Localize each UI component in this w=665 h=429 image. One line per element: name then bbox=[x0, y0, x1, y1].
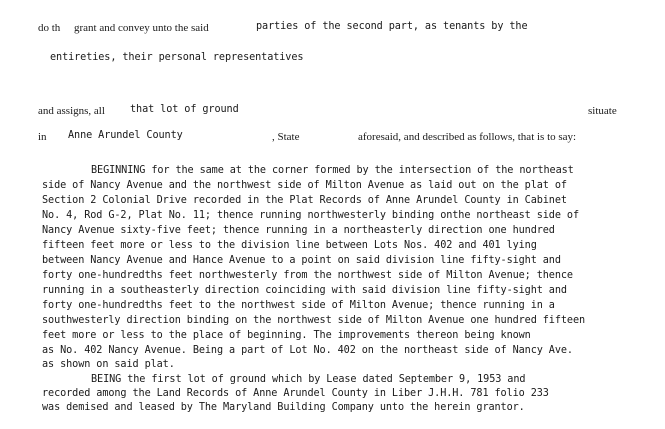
description-line-11: southwesterly direction binding on the northwest side of Milton Avenue one hundred fifteen bbox=[42, 315, 586, 326]
typed-entireties: entireties, their personal representatives bbox=[50, 52, 304, 63]
being-line-1: BEING the first lot of ground which by Lease dated September 9, 1953 and bbox=[91, 374, 526, 385]
description-line-14: as shown on said plat. bbox=[42, 359, 175, 370]
printed-do: do th bbox=[38, 22, 61, 34]
description-line-8: forty one-hundredths feet northwesterly from the northwest side of Milton Avenue; thence bbox=[42, 270, 573, 281]
printed-in: in bbox=[38, 131, 47, 143]
description-line-4: No. 4, Rod G-2, Plat No. 11; thence running northwesterly binding onthe northeast side of bbox=[42, 210, 579, 221]
description-line-7: between Nancy Avenue and Hance Avenue to a point on said division line fifty-sight and bbox=[42, 255, 561, 266]
typed-county: Anne Arundel County bbox=[68, 130, 183, 141]
description-line-10: forty one-hundredths feet to the northwest side of Milton Avenue; thence running in a bbox=[42, 300, 555, 311]
being-line-3: was demised and leased by The Maryland Building Company unto the herein grantor. bbox=[42, 402, 525, 413]
description-line-13: as No. 402 Nancy Avenue. Being a part of Lot No. 402 on the northeast side of Nancy Ave. bbox=[42, 345, 573, 356]
printed-situate: situate bbox=[588, 105, 617, 117]
description-line-1: BEGINNING for the same at the corner formed by the intersection of the northeast bbox=[91, 165, 574, 176]
description-line-3: Section 2 Colonial Drive recorded in the Plat Records of Anne Arundel County in Cabinet bbox=[42, 195, 567, 206]
printed-and-assigns: and assigns, all bbox=[38, 105, 105, 117]
description-line-5: Nancy Avenue sixty-five feet; thence running in a northeasterly direction one hundred bbox=[42, 225, 555, 236]
being-line-2: recorded among the Land Records of Anne Arundel County in Liber J.H.H. 781 folio 233 bbox=[42, 388, 549, 399]
description-line-9: running in a southeasterly direction coinciding with said division line fifty-sight and bbox=[42, 285, 567, 296]
description-line-2: side of Nancy Avenue and the northwest side of Milton Avenue as laid out on the plat of bbox=[42, 180, 567, 191]
description-line-6: fifteen feet more or less to the division line between Lots Nos. 402 and 401 lying bbox=[42, 240, 537, 251]
printed-grant-convey: grant and convey unto the said bbox=[74, 22, 209, 34]
printed-aforesaid: aforesaid, and described as follows, that is to say: bbox=[358, 131, 577, 143]
typed-lot-of-ground: that lot of ground bbox=[130, 104, 239, 115]
description-line-12: feet more or less to the place of beginning. The improvements thereon being known bbox=[42, 330, 531, 341]
typed-parties: parties of the second part, as tenants by the bbox=[256, 21, 528, 32]
printed-state: , State bbox=[272, 131, 300, 143]
